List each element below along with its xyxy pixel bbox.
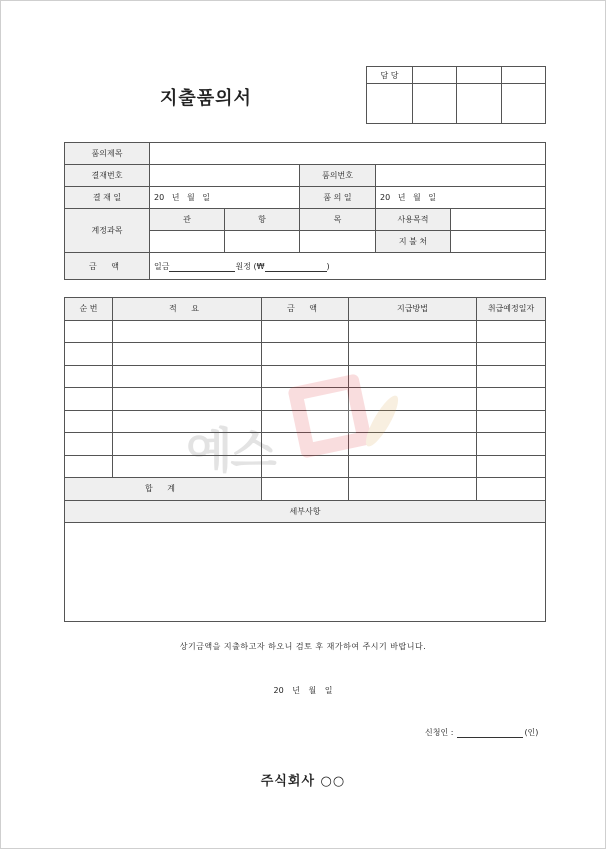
approval-header-cell bbox=[413, 67, 457, 84]
applicant-name-blank[interactable] bbox=[457, 728, 523, 738]
approval-date-value[interactable]: 20 년 월 일 bbox=[150, 187, 300, 209]
account-col-hang: 항 bbox=[225, 209, 300, 231]
item-cell[interactable] bbox=[65, 320, 113, 343]
approval-header-cell bbox=[502, 67, 546, 84]
company-name: 주식회사 ○○ bbox=[260, 774, 346, 789]
amount-korean-blank[interactable] bbox=[169, 262, 235, 272]
item-cell[interactable] bbox=[477, 455, 546, 478]
payee-label: 지 불 처 bbox=[376, 231, 451, 253]
approval-label: 담 당 bbox=[367, 67, 413, 84]
account-gwan-field[interactable] bbox=[150, 231, 225, 253]
col-header-amount: 금 액 bbox=[262, 298, 349, 321]
signature-date: 20 년 월 일 bbox=[273, 686, 333, 695]
item-cell[interactable] bbox=[477, 365, 546, 388]
request-info-table bbox=[64, 142, 546, 280]
item-row bbox=[65, 343, 546, 366]
item-cell[interactable] bbox=[477, 343, 546, 366]
approval-header-cell bbox=[457, 67, 502, 84]
applicant-line bbox=[425, 727, 538, 738]
item-cell[interactable] bbox=[113, 365, 262, 388]
request-date-label: 품 의 일 bbox=[300, 187, 376, 209]
account-col-mok: 목 bbox=[300, 209, 376, 231]
approval-sign-cell[interactable] bbox=[413, 84, 457, 124]
item-cell[interactable] bbox=[262, 410, 349, 433]
account-col-gwan: 관 bbox=[150, 209, 225, 231]
item-cell[interactable] bbox=[477, 320, 546, 343]
item-row bbox=[65, 455, 546, 478]
item-cell[interactable] bbox=[262, 455, 349, 478]
item-cell[interactable] bbox=[113, 433, 262, 456]
item-cell[interactable] bbox=[113, 320, 262, 343]
document-title: 지출품의서 bbox=[160, 88, 252, 109]
purpose-label: 사용목적 bbox=[376, 209, 451, 231]
item-cell[interactable] bbox=[262, 388, 349, 411]
item-cell[interactable] bbox=[477, 410, 546, 433]
request-no-field[interactable] bbox=[376, 165, 546, 187]
watermark-text: 예스 bbox=[186, 423, 275, 479]
account-hang-field[interactable] bbox=[225, 231, 300, 253]
amount-prefix: 일금 bbox=[154, 261, 170, 271]
approval-box bbox=[366, 66, 546, 124]
item-cell[interactable] bbox=[477, 433, 546, 456]
applicant-label: 신청인 : bbox=[425, 728, 454, 737]
item-row bbox=[65, 320, 546, 343]
approval-sign-cell[interactable] bbox=[367, 84, 413, 124]
item-cell[interactable] bbox=[262, 365, 349, 388]
amount-field[interactable] bbox=[150, 253, 546, 280]
item-cell[interactable] bbox=[262, 320, 349, 343]
amount-close-paren: ) bbox=[326, 261, 330, 271]
total-date-cell[interactable] bbox=[477, 478, 546, 501]
col-header-payment-method: 지급방법 bbox=[349, 298, 477, 321]
item-cell[interactable] bbox=[349, 433, 477, 456]
item-row bbox=[65, 365, 546, 388]
total-amount-cell[interactable] bbox=[262, 478, 349, 501]
notes-label: 세부사항 bbox=[65, 500, 546, 523]
item-cell[interactable] bbox=[113, 410, 262, 433]
col-header-number: 순 번 bbox=[65, 298, 113, 321]
col-header-scheduled-date: 취급예정일자 bbox=[477, 298, 546, 321]
approval-no-field[interactable] bbox=[150, 165, 300, 187]
amount-won-label: 원정 (₩ bbox=[235, 261, 265, 271]
item-cell[interactable] bbox=[65, 365, 113, 388]
item-row bbox=[65, 388, 546, 411]
purpose-field[interactable] bbox=[451, 209, 546, 231]
item-cell[interactable] bbox=[349, 388, 477, 411]
item-cell[interactable] bbox=[262, 343, 349, 366]
total-method-cell[interactable] bbox=[349, 478, 477, 501]
item-cell[interactable] bbox=[349, 455, 477, 478]
request-no-label: 품의번호 bbox=[300, 165, 376, 187]
approval-sign-cell[interactable] bbox=[457, 84, 502, 124]
item-cell[interactable] bbox=[65, 410, 113, 433]
amount-label: 금 액 bbox=[65, 253, 150, 280]
account-mok-field[interactable] bbox=[300, 231, 376, 253]
item-cell[interactable] bbox=[113, 388, 262, 411]
account-label: 계정과목 bbox=[65, 209, 150, 253]
approval-sign-cell[interactable] bbox=[502, 84, 546, 124]
item-cell[interactable] bbox=[65, 455, 113, 478]
request-date-value[interactable]: 20 년 월 일 bbox=[376, 187, 546, 209]
amount-number-blank[interactable] bbox=[265, 262, 327, 272]
col-header-description: 적 요 bbox=[113, 298, 262, 321]
notes-field[interactable] bbox=[65, 523, 546, 622]
item-cell[interactable] bbox=[113, 343, 262, 366]
item-cell[interactable] bbox=[113, 455, 262, 478]
applicant-seal: (인) bbox=[524, 728, 539, 737]
subject-label: 품의제목 bbox=[65, 143, 150, 165]
total-label: 합 계 bbox=[65, 478, 262, 501]
item-cell[interactable] bbox=[65, 388, 113, 411]
item-cell[interactable] bbox=[262, 433, 349, 456]
item-cell[interactable] bbox=[349, 320, 477, 343]
request-statement: 상기금액을 지출하고자 하오니 검토 후 재가하여 주시기 바랍니다. bbox=[179, 642, 427, 651]
approval-date-label: 결 재 일 bbox=[65, 187, 150, 209]
item-row bbox=[65, 433, 546, 456]
item-cell[interactable] bbox=[65, 343, 113, 366]
item-cell[interactable] bbox=[349, 410, 477, 433]
item-row bbox=[65, 410, 546, 433]
item-cell[interactable] bbox=[349, 365, 477, 388]
item-cell[interactable] bbox=[65, 433, 113, 456]
item-cell[interactable] bbox=[349, 343, 477, 366]
expense-items-table bbox=[64, 297, 546, 622]
subject-field[interactable] bbox=[150, 143, 546, 165]
item-cell[interactable] bbox=[477, 388, 546, 411]
approval-no-label: 결재번호 bbox=[65, 165, 150, 187]
payee-field[interactable] bbox=[451, 231, 546, 253]
